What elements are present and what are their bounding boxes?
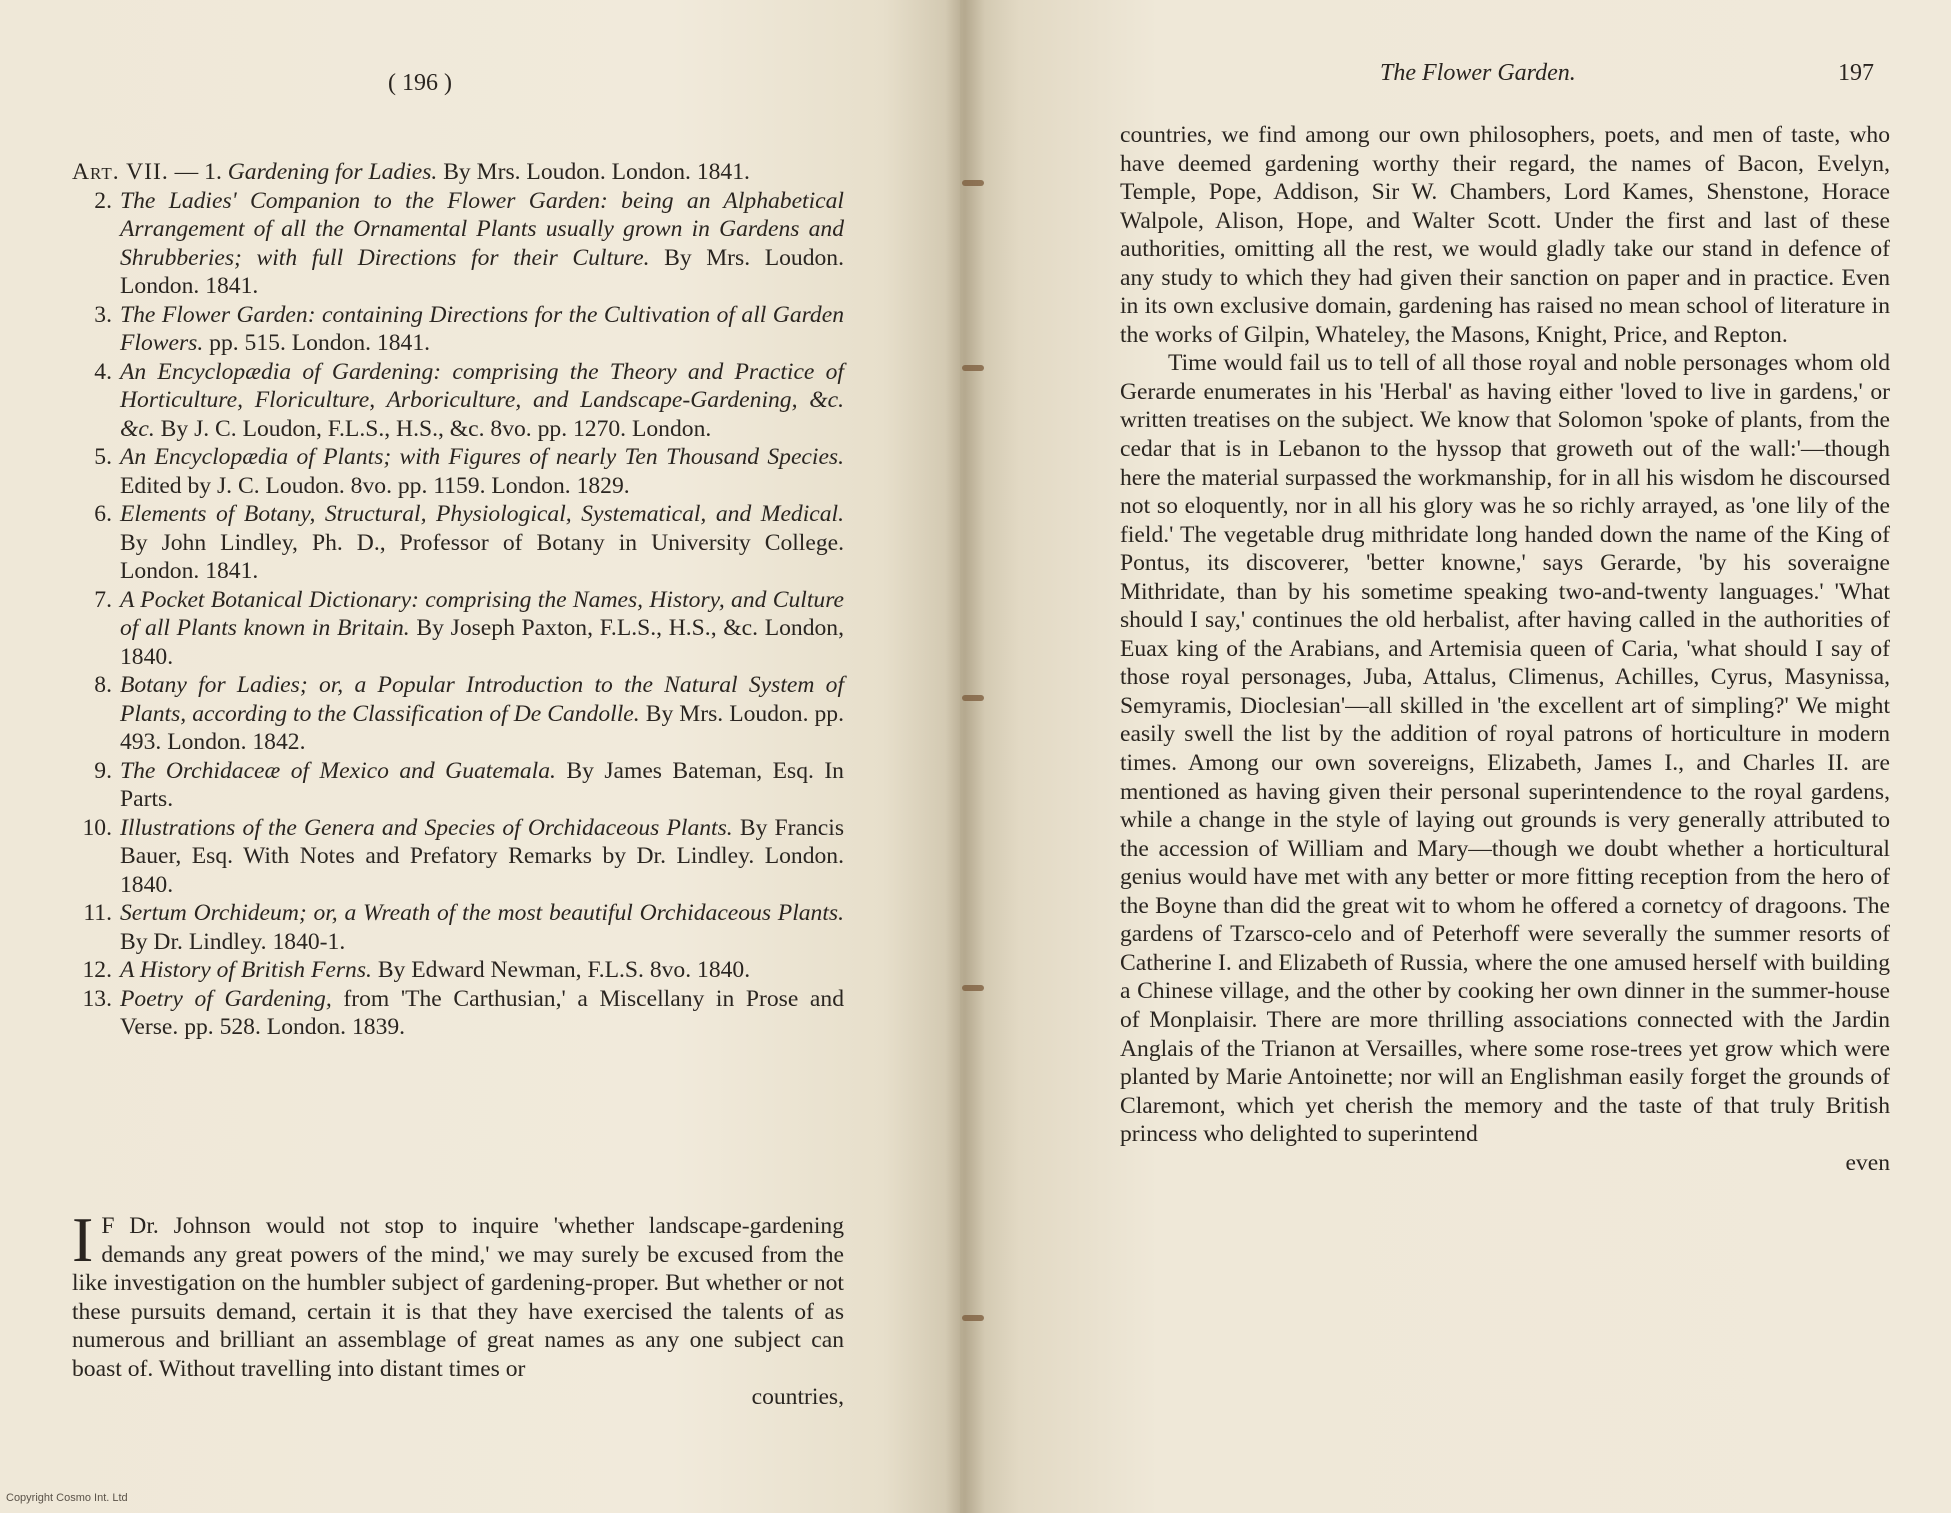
entry-title: Sertum Orchideum; or, a Wreath of the most beautiful Orchidaceous Plants.	[120, 900, 844, 926]
entry-title: Gardening for Ladies.	[227, 159, 438, 185]
binding-stitch	[962, 695, 984, 701]
entry-title: The Flower Garden: containing Directions for the Cultivation of all Garden Flowers.	[120, 301, 844, 356]
entry-number: 6.	[94, 501, 112, 527]
entry-details: By J. C. Loudon, F.L.S., H.S., &c. 8vo. pp. 1270. London.	[160, 415, 712, 442]
entry-title: The Orchidaceæ of Mexico and Guatemala.	[120, 757, 556, 784]
essay-continuation	[1120, 121, 1890, 1177]
entry-title: A Pocket Botanical Dictionary: comprising the Names, History, and Culture of all Plants known in Britain.	[120, 586, 844, 641]
article-label: Art. VII.	[72, 159, 169, 185]
paragraph: Time would fail us to tell of all those royal and noble personages whom old Gerarde enumerates in his 'Herbal' as having either 'loved to live in gardens,' or written treatises on the subject. We know that Solomon 'spoke of plants, from the cedar that is in Lebanon to the hyssop that groweth out of the wall:'—though here the material surpassed the workmanship, for in all his wisdom he discoursed not so eloquently, nor in all his glory was he so richly arrayed, as 'one lily of the field.' The vegetable drug mithridate long handed down the name of the King of Pontus, its discoverer, 'better knowne,' says Gerarde, 'by his soveraigne Mithridate, than by his sometime speaking two-and-twenty languages.' 'What should I say,' continues the old herbalist, after having called in the authorities of Euax king of the Arabians, and Artemisia queen of Caria, 'what should I say of those royal personages, Juba, Attalus, Climenus, Achilles, Cyrus, Masynissa, Semyramis, Dioclesian'—all skilled in 'the excellent art of simpling?' We might easily swell the list by the addition of royal patrons of horticulture in modern times. Among our own sovereigns, Elizabeth, James I., and Charles II. are mentioned as having given their personal superintendence to the royal gardens, while a change in the style of laying out grounds is very generally attributed to the accession of William and Mary—though we doubt whether a horticultural genius would have met with any better or more fitting reception from the hero of the Boyne than did the great wit to whom he offered a cornetcy of dragoons. The gardens of Tzarsco-celo and of Peterhoff were severally the summer resorts of Catherine I. and Elizabeth of Russia, where the one amused herself with building a Chinese village, and the other by cooking her own dinner in the summer-house of Monplaisir. There are more thrilling associations connected with the Jardin Anglais of the Trianon at Versailles, where some rose-trees yet grow which were planted by Marie Antoinette; nor will an Englishman easily forget the grounds of Claremont, which yet cherish the memory and the taste of that truly British princess who delighted to superintend	[1120, 350, 1890, 1148]
bibliography-entry	[72, 187, 844, 301]
entry-title: Elements of Botany, Structural, Physiological, Systematical, and Medical.	[120, 501, 844, 527]
bibliography-entry	[72, 757, 844, 814]
entry-number: 9.	[94, 757, 112, 784]
book-gutter	[945, 0, 985, 1513]
entry-title: A History of British Ferns.	[120, 957, 372, 983]
entry-title: Illustrations of the Genera and Species of Orchidaceous Plants.	[120, 814, 733, 841]
bibliography-entry	[72, 586, 844, 672]
entry-details: By Mrs. Loudon. London. 1841.	[443, 159, 750, 185]
entry-details: By Francis Bauer, Esq. With Notes and Prefatory Remarks by Dr. Lindley. London. 1840.	[120, 814, 845, 898]
copyright-notice: Copyright Cosmo Int. Ltd	[6, 1492, 128, 1504]
bibliography-entry	[72, 443, 844, 500]
bibliography-entry	[72, 985, 844, 1042]
entry-details: By Edward Newman, F.L.S. 8vo. 1840.	[377, 957, 751, 983]
entry-title: Botany for Ladies; or, a Popular Introduction to the Natural System of Plants, according to the Classification of De Candolle.	[120, 672, 844, 727]
bibliography-entry	[72, 358, 844, 444]
entry-number: 10.	[82, 814, 112, 841]
drop-cap: I	[72, 1204, 94, 1275]
bibliography-entry	[72, 956, 844, 985]
essay-opening-text: F Dr. Johnson would not stop to inquire 'whether landscape-gardening demands any great powers of the mind,' we may surely be excused from the like investigation on the humbler subject of gardening-proper. But whether or not these pursuits demand, certain it is that they have exercised the talents of as numerous and brilliant an assemblage of great names as any one subject can boast of. Without travelling into distant times or	[72, 1213, 844, 1382]
entry-details: By Dr. Lindley. 1840-1.	[120, 928, 346, 955]
entry-details: By James Bateman, Esq. In Parts.	[120, 757, 844, 812]
entry-details: pp. 515. London. 1841.	[209, 330, 431, 356]
entry-details: By Mrs. Loudon. pp. 493. London. 1842.	[120, 700, 845, 755]
entry-number: 8.	[94, 672, 112, 698]
essay-opening	[72, 1204, 844, 1412]
entry-title: Poetry of Gardening,	[120, 985, 332, 1012]
entry-details: from 'The Carthusian,' a Miscellany in Prose and Verse. pp. 528. London. 1839.	[120, 985, 844, 1040]
entry-number: 2.	[94, 187, 112, 214]
entry-details: By John Lindley, Ph. D., Professor of Botany in University College. London. 1841.	[120, 529, 844, 584]
catchword: even	[1845, 1149, 1890, 1176]
bibliography-entry	[72, 500, 844, 586]
entry-details: By Mrs. Loudon. London. 1841.	[120, 244, 845, 299]
entry-number: 13.	[82, 985, 112, 1012]
bibliography-entry	[72, 814, 844, 900]
entry-number: 3.	[94, 301, 112, 328]
running-head: The Flower Garden.	[1380, 60, 1576, 86]
entry-title: An Encyclopædia of Plants; with Figures of nearly Ten Thousand Species.	[120, 444, 844, 470]
binding-stitch	[962, 985, 984, 991]
bibliography-entry	[72, 158, 844, 187]
binding-stitch	[962, 180, 984, 186]
entry-number: 7.	[94, 586, 112, 613]
bibliography-list	[72, 158, 844, 1042]
left-page-number: ( 196 )	[388, 70, 452, 96]
entry-number: 5.	[94, 444, 112, 470]
entry-number: — 1.	[174, 159, 222, 185]
paragraph: countries, we find among our own philosophers, poets, and men of taste, who have deemed gardening worthy their regard, the names of Bacon, Evelyn, Temple, Pope, Addison, Sir W. Chambers, Lord Kames, Shenstone, Horace Walpole, Alison, Hope, and Walter Scott. Under the first and last of these authorities, omitting all the rest, we would gladly take our stand in defence of any study to which they had given their sanction on paper and in practice. Even in its own exclusive domain, gardening has raised no mean school of literature in the works of Gilpin, Whateley, the Masons, Knight, Price, and Repton.	[1120, 122, 1890, 348]
catchword: countries,	[751, 1384, 844, 1410]
entry-title: The Ladies' Companion to the Flower Garden: being an Alphabetical Arrangement of all the Ornamental Plants usually grown in Gardens and Shrubberies; with full Directions for their Culture.	[120, 187, 844, 271]
entry-number: 12.	[82, 957, 112, 983]
right-page-number: 197	[1838, 60, 1874, 86]
entry-number: 4.	[94, 358, 112, 385]
entry-title: An Encyclopædia of Gardening: comprising the Theory and Practice of Horticulture, Floriculture, Arboriculture, and Landscape-Gardening, &c. &c.	[120, 358, 844, 442]
entry-details: Edited by J. C. Loudon. 8vo. pp. 1159. London. 1829.	[120, 472, 630, 499]
binding-stitch	[962, 365, 984, 371]
entry-number: 11.	[83, 900, 112, 926]
bibliography-entry	[72, 899, 844, 956]
bibliography-entry	[72, 301, 844, 358]
binding-stitch	[962, 1315, 984, 1321]
entry-details: By Joseph Paxton, F.L.S., H.S., &c. London, 1840.	[120, 615, 844, 670]
bibliography-entry	[72, 671, 844, 757]
